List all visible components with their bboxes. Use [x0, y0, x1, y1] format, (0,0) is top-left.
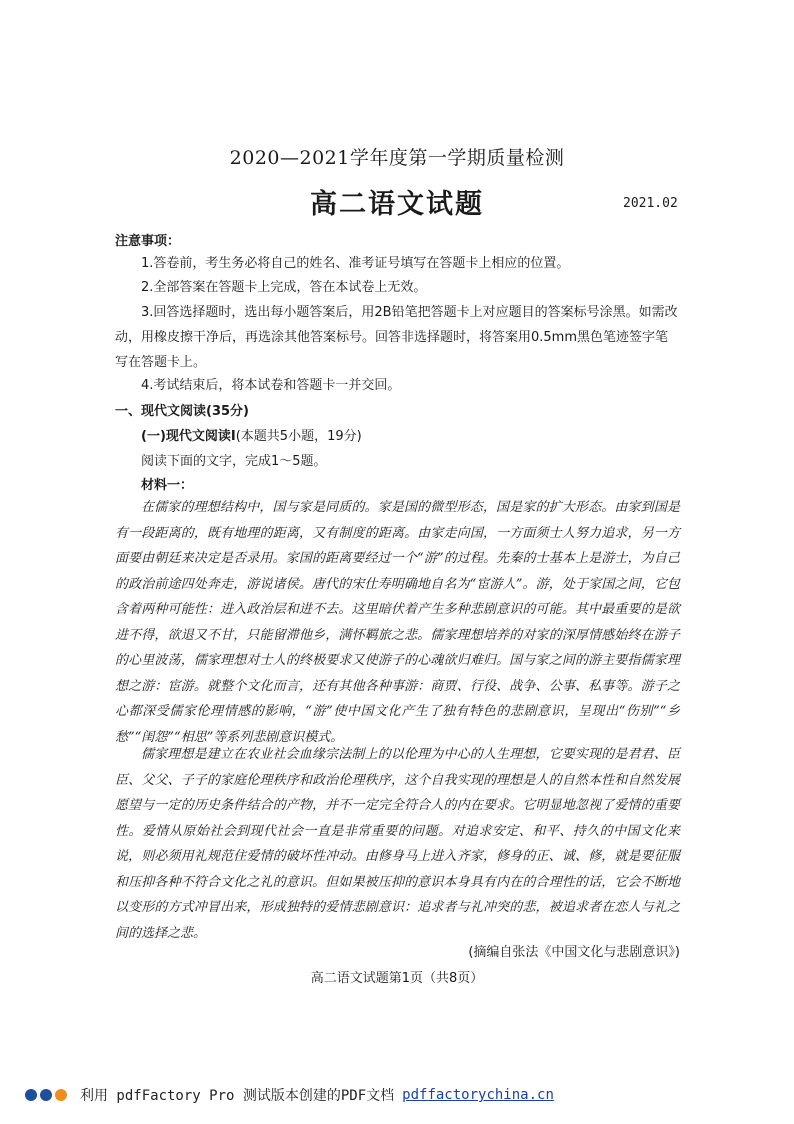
logo-dot-icon [40, 1089, 52, 1101]
page-number-footer: 高二语文试题第1页（共8页） [310, 971, 484, 986]
pdf-watermark [25, 1084, 554, 1106]
section-heading: 一、现代文阅读(35分) [115, 404, 249, 419]
material-label: 材料一： [141, 478, 194, 493]
exam-year-heading: 2020—2021学年度第一学期质量检测 [229, 147, 565, 169]
logo-dot-icon [25, 1089, 37, 1101]
exam-date: 2021.02 [623, 196, 678, 211]
watermark-text: 利用 pdfFactory Pro 测试版本创建的PDF文档 [80, 1088, 395, 1104]
notes-heading: 注意事项： [115, 234, 181, 249]
sub-section-detail: (本题共5小题，19分) [235, 429, 362, 444]
passage-source: (摘编自张法《中国文化与悲剧意识》) [468, 945, 680, 960]
reading-instruction: 阅读下面的文字，完成1～5题。 [141, 454, 327, 469]
logo-dot-icon [55, 1089, 67, 1101]
sub-section-heading [141, 425, 362, 444]
note-item-1: 1.答卷前，考生务必将自己的姓名、准考证号填写在答题卡上相应的位置。 [141, 256, 570, 271]
note-item-2: 2.全部答案在答题卡上完成，答在本试卷上无效。 [141, 280, 427, 295]
passage-paragraph-2: 儒家理想是建立在农业社会血缘宗法制上的以伦理为中心的人生理想，它要实现的是君君、臣臣、父父、子子的家庭伦理秩序和政治伦理秩序，这个自我实现的理想是人的自然本性和自然发展愿望与一定的历史条件结合的产物，并不一定完全符合人的内在要求。它明显地忽视了爱情的重要性。爱情从原始社会到现代社会一直是非常重要的问题。对追求安定、和平、持久的中国文化来说，则必须用礼规范住爱情的破坏性冲动。由修身马上进入齐家，修身的正、诚、修，就是要征服和压抑各种不符合文化之礼的意识。但如果被压抑的意识本身具有内在的合理性的话，它会不断地以变形的方式冲冒出来，形成独特的爱情悲剧意识：追求者与礼冲突的悲，被追求者在恋人与礼之间的选择之悲。 [115, 747, 680, 941]
passage-paragraph-1: 在儒家的理想结构中，国与家是同质的。家是国的微型形态，国是家的扩大形态。由家到国是有一段距离的，既有地理的距离，又有制度的距离。由家走向国，一方面须士人努力追求，另一方面要由朝廷来决定是否录用。家国的距离要经过一个“游”的过程。先秦的士基本上是游士，为自己的政治前途四处奔走，游说诸侯。唐代的宋仕寿明确地自名为“宦游人”。游，处于家国之间，它包含着两种可能性：进入政治层和进不去。这里暗伏着产生多种悲剧意识的可能。其中最重要的是欲进不得，欲退又不甘，只能留滞他乡，满怀羁旅之悲。儒家理想培养的对家的深厚情感始终在游子的心里波荡，儒家理想对士人的终极要求又使游子的心魂欲归难归。国与家之间的游主要指儒家理想之游：宦游。就整个文化而言，还有其他各种事游：商贾、行役、战争、公事、私事等。游子之心都深受儒家伦理情感的影响，“游”使中国文化产生了独有特色的悲剧意识，呈现出“伤别”“乡愁”“闺怨”“相思”等系列悲剧意识模式。 [115, 500, 680, 745]
watermark-link[interactable]: pdffactorychina.cn [402, 1087, 554, 1103]
note-item-3: 3.回答选择题时，选出每小题答案后，用2B铅笔把答题卡上对应题目的答案标号涂黑。如需改动，用橡皮擦干净后，再选涂其他答案标号。回答非选择题时，将答案用0.5mm黑色笔迹签字笔写在答题卡上。 [115, 305, 678, 370]
note-item-4: 4.考试结束后，将本试卷和答题卡一并交回。 [141, 378, 401, 393]
exam-title: 高二语文试题 [310, 189, 484, 220]
sub-section-label: (一)现代文阅读Ⅰ [141, 429, 236, 444]
